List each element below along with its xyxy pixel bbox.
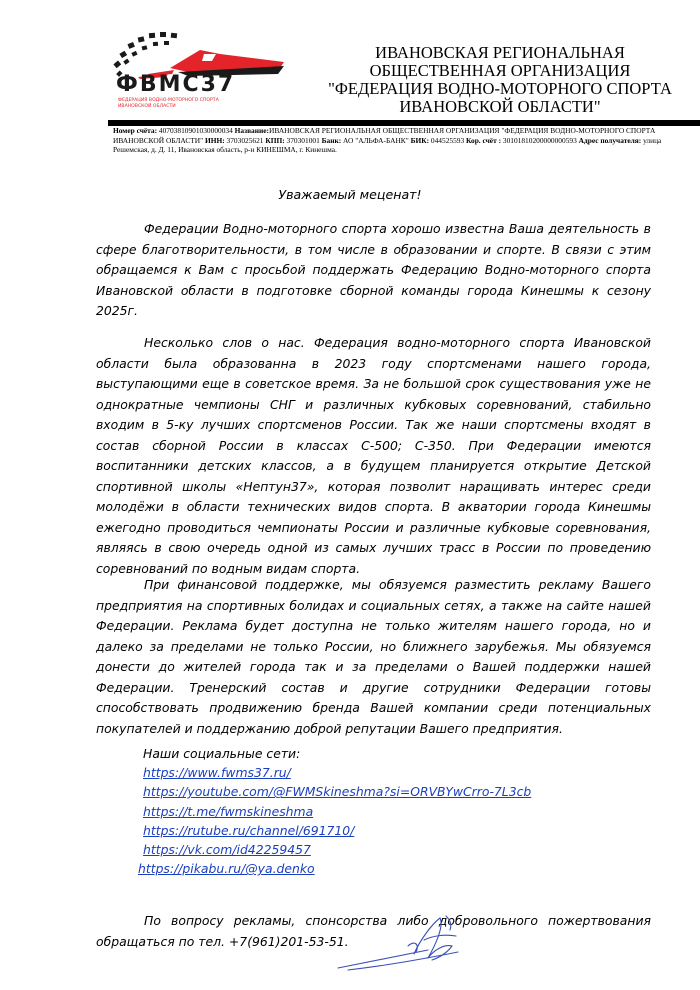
corr-account-label: Кор. счёт : [466, 135, 502, 145]
link-website[interactable]: https://www.fwms37.ru/ [143, 765, 291, 781]
name-label: Название: [234, 126, 270, 135]
org-name-line: ИВАНОВСКАЯ РЕГИОНАЛЬНАЯ [375, 43, 625, 62]
logo-subtitle-line2: ИВАНОВСКОЙ ОБЛАСТИ [118, 104, 176, 109]
organization-name [300, 44, 700, 116]
link-youtube[interactable]: https://youtube.com/@FWMSkineshma?si=ORVBYwCrro-7L3cb [143, 784, 532, 800]
bik-value: 044525593 [429, 135, 467, 145]
bik-label: БИК: [410, 135, 430, 145]
link-pikabu[interactable]: https://pikabu.ru/@ya.denko [138, 861, 315, 877]
org-name-line: "ФЕДЕРАЦИЯ ВОДНО-МОТОРНОГО СПОРТА [328, 79, 672, 98]
address-label: Адрес получателя: [578, 135, 642, 145]
org-name-line: ИВАНОВСКОЙ ОБЛАСТИ" [399, 97, 601, 116]
org-name-line: ОБЩЕСТВЕННАЯ ОРГАНИЗАЦИЯ [369, 61, 631, 80]
bank-details [113, 126, 698, 155]
name-value: ИВАНОВСКАЯ РЕГИОНАЛЬНАЯ ОБЩЕСТВЕННАЯ ОРГАНИЗАЦИЯ "ФЕДЕРАЦИЯ ВОДНО-МОТОРНОГО СПОРТА ИВАНОВСКОЙ ОБЛАСТИ" [113, 126, 656, 145]
greeting: Уважаемый меценат! [278, 187, 422, 202]
link-rutube[interactable]: https://rutube.ru/channel/691710/ [143, 822, 355, 838]
social-networks [138, 744, 603, 878]
signature-icon [328, 910, 478, 974]
kpp-label: КПП: [265, 135, 285, 145]
address-value: улица Решемская, д. Д. 11, Ивановская область, р-н КИНЕШМА, г. Кинешма. [113, 135, 662, 154]
link-vk[interactable]: https://vk.com/id42259457 [143, 842, 311, 858]
account-label: Номер счёта: [113, 126, 158, 135]
corr-account-value: 30101810200000000593 [501, 135, 579, 145]
kpp-value: 370301001 [284, 135, 322, 145]
paragraph-2: Несколько слов о нас. Федерация водно-моторного спорта Ивановской области была образованна в 2023 году спортсменами нашего города, выступающими еще в советское время. За не большой срок существования уже не однократные чемпионы СНГ и различных кубковых соревнований, стабильно входим в 5-ку лучших спортсменов России. Так же наши спортсмены входят в состав сборной России в классах С-500; С-350. При Федерации имеются воспитанники детских классов, а в будущем планируется открытие Детской спортивной школы «Нептун37», которая позволит наращивать интерес среди молодёжи в области технических видов спорта. В акватории города Кинешмы ежегодно проводиться чемпионаты России и различные кубковые соревнования, являясь в свою очередь одной из самых лучших трасс в России по проведению соревнований по водным видам спорта. [96, 335, 651, 576]
paragraph-3: При финансовой поддержке, мы обязуемся разместить рекламу Вашего предприятия на спортивных болидах и социальных сетях, а также на сайте нашей Федерации. Реклама будет доступна не только жителям нашего города, но и далеко за пределами не только России, но ближнего зарубежья. Мы обязуемся донести до жителей города так и за пределами о Вашей поддержки нашей Федерации. Тренерский состав и другие сотрудники Федерации готовы способствовать продвижению бренда Вашей компании среди потенциальных покупателей и поддержанию доброй репутации Вашего предприятия. [96, 577, 651, 736]
social-heading: Наши социальные сети: [143, 746, 301, 761]
inn-label: ИНН: [204, 135, 225, 145]
inn-value: 3703025621 [224, 135, 266, 145]
logo-text: ФВМС37 [116, 72, 236, 97]
bank-label: Банк: [321, 135, 342, 145]
federation-logo [108, 28, 288, 110]
logo-subtitle-line1: ФЕДЕРАЦИЯ ВОДНО-МОТОРНОГО СПОРТА [118, 98, 219, 103]
closing-paragraph: По вопросу рекламы, спонсорства либо добровольного пожертвования обращаться по тел. +7(961)201-53-51. [96, 913, 651, 949]
link-telegram[interactable]: https://t.me/fwmskineshma [143, 803, 314, 819]
bank-value: АО "АЛЬФА-БАНК" [341, 135, 411, 145]
account-value: 40703810901030000034 [157, 126, 235, 135]
paragraph-1: Федерации Водно-моторного спорта хорошо известна Ваша деятельность в сфере благотворительности, в том числе в образовании и спорте. В связи с этим обращаемся к Вам с просьбой поддержать Федерацию Водно-моторного спорта Ивановской области в подготовке сборной команды города Кинешмы к сезону 2025г. [96, 221, 651, 318]
